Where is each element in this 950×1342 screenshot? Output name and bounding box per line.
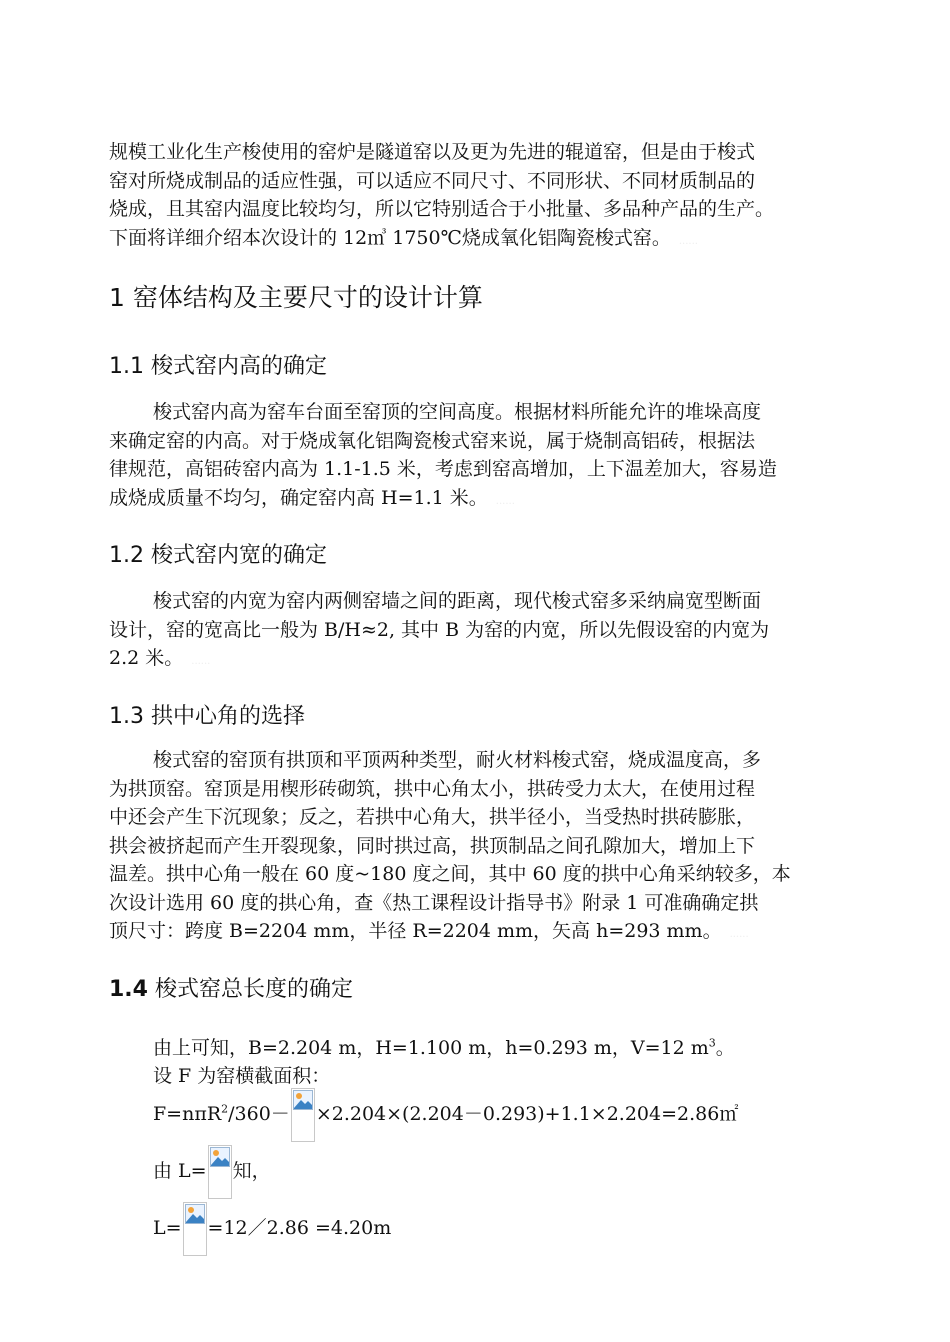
paragraph-line: 为拱顶窑。窑顶是用楔形砖砌筑，拱中心角太小，拱砖受力太大，在使用过程 [109, 777, 756, 800]
paragraph-line: 梭式窑的窑顶有拱顶和平顶两种类型，耐火材料梭式窑，烧成温度高，多 [153, 749, 762, 771]
paragraph-line: 拱会被挤起而产生开裂现象，同时拱过高，拱顶制品之间孔隙加大，增加上下 [109, 834, 756, 857]
paragraph-line: 来确定窑的内高。对于烧成氧化铝陶瓷梭式窑来说，属于烧制高铝砖，根据法 [109, 429, 756, 452]
intro-line: 烧成，且其窑内温度比较均匀，所以它特别适合于小批量、多品种产品的生产。 [109, 198, 775, 220]
known-values-line: 由上可知，B=2.204 m，H=1.100 m，h=0.293 m，V=12 $m^3$。 [153, 1036, 735, 1059]
section-number: 1.4 [109, 977, 148, 1002]
section-1-4-heading [109, 972, 353, 1003]
broken-image-icon [291, 1088, 315, 1142]
paragraph-line: 成烧成质量不均匀，确定窑内高 H=1.1 米。 ...... [109, 486, 515, 509]
paragraph-line: 设计，窑的宽高比一般为 B/H≈2, 其中 B 为窑的内宽，所以先假设窑的内宽为 [109, 618, 770, 641]
watermark-mark: ...... [678, 235, 698, 247]
watermark-mark: ...... [495, 495, 515, 507]
section-1-3-heading: 1.3 拱中心角的选择 [109, 704, 305, 729]
section-1-2-heading: 1.2 梭式窑内宽的确定 [109, 543, 327, 568]
broken-image-icon [208, 1145, 232, 1199]
length-result-line: L= =12／2.86 =4.20m [153, 1202, 391, 1256]
section-1-1-paragraph [109, 398, 869, 516]
section-1-1-heading: 1.1 梭式窑内高的确定 [109, 354, 327, 379]
define-f-line: 设 F 为窑横截面积： [153, 1065, 331, 1087]
intro-line: 窑对所烧成制品的适应性强，可以适应不同尺寸、不同形状、不同材质制品的 [109, 169, 756, 192]
section-1-heading: 1 窑体结构及主要尺寸的设计计算 [109, 283, 483, 312]
intro-paragraph [109, 138, 869, 256]
broken-image-icon [183, 1202, 207, 1256]
paragraph-line: 梭式窑的内宽为窑内两侧窑墙之间的距离，现代梭式窑多采纳扁宽型断面 [153, 590, 762, 612]
section-1-3-paragraph [109, 746, 869, 950]
paragraph-line: 中还会产生下沉现象；反之，若拱中心角大，拱半径小，当受热时拱砖膨胀， [109, 806, 756, 828]
area-formula-line: F=nπR$^2$/360－ ×2.204×(2.204－0.293)+1.1×2.204=2.86㎡ [153, 1088, 738, 1142]
intro-line: 规模工业化生产梭使用的窑炉是隧道窑以及更为先进的辊道窑，但是由于梭式 [109, 141, 756, 163]
intro-line: 下面将详细介绍本次设计的 12㎥ 1750℃烧成氧化铝陶瓷梭式窑。 ...... [109, 226, 698, 249]
watermark-mark: ...... [191, 656, 211, 667]
watermark-mark: ...... [729, 929, 749, 940]
paragraph-line: 梭式窑内高为窑车台面至窑顶的空间高度。根据材料所能允许的堆垛高度 [153, 401, 762, 423]
length-relation-line: 由 L= 知， [153, 1145, 271, 1199]
paragraph-line: 温差。拱中心角一般在 60 度~180 度之间，其中 60 度的拱中心角采纳较多，本 [109, 863, 791, 885]
paragraph-line: 次设计选用 60 度的拱心角，查《热工课程设计指导书》附录 1 可准确确定拱 [109, 891, 759, 914]
paragraph-line: 顶尺寸：跨度 B=2204 mm，半径 R=2204 mm，矢高 h=293 mm。 ...... [109, 920, 749, 942]
paragraph-line: 2.2 米。 ...... [109, 647, 211, 669]
section-title: 梭式窑总长度的确定 [147, 977, 353, 1002]
section-1-2-paragraph [109, 587, 869, 677]
paragraph-line: 律规范，高铝砖窑内高为 1.1-1.5 米，考虑到窑高增加，上下温差加大，容易造 [109, 458, 777, 480]
